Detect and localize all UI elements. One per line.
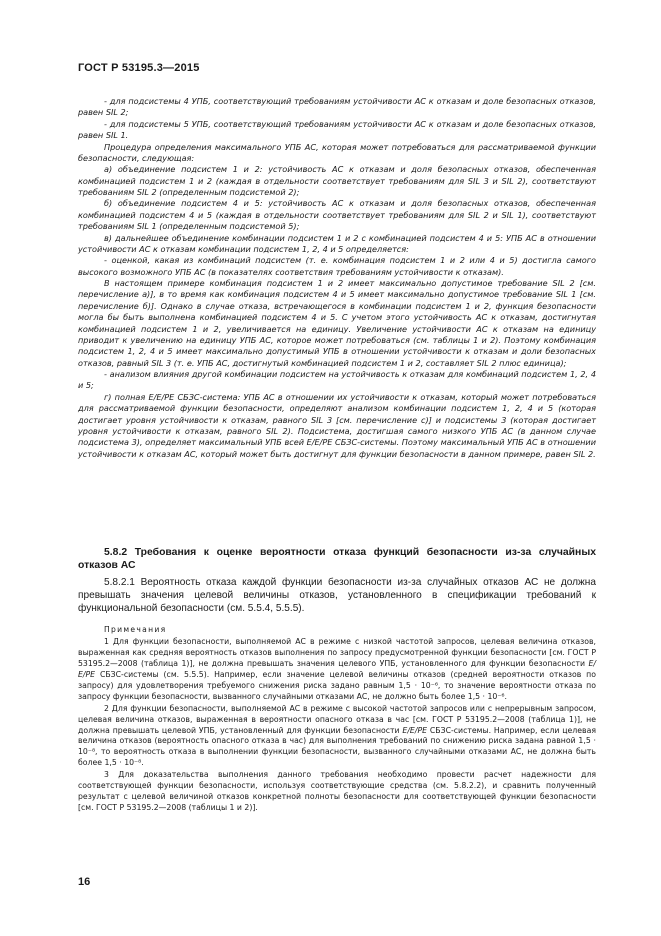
notes-title: Примечания xyxy=(104,625,167,634)
paragraph-procedure-intro: Процедура определения максимального УПБ АС, которая может потребоваться для рассматриваемой функции безопасности, следующая: xyxy=(78,141,596,163)
note-2-text-a: 2 Для функции безопасности, выполняемой АС в режиме с высокой частотой запросов или с непрерывным запросом, целевая величина отказов, выраженная в вероятности опасного отказа в час [см. ГОСТ Р 53195.2—2008 (таблица 1)], не должна превышать целевой УПБ, установленный для функции безопасности xyxy=(78,703,596,735)
note-3: 3 Для доказательства выполнения данного требования необходимо провести расчет надежности для соответствующей функции безопасности, используя соответствующие средства (см. 5.8.2.2), и сравнить полученный результат с целевой величиной отказов конкретной полноты безопасности для соответствующей функции безопасности [см. ГОСТ Р 53195.2—2008 (таблицы 1 и 2)]. xyxy=(78,770,596,813)
section-title: 5.8.2 Требования к оценке вероятности отказа функций безопасности из-за случайных отказов АС xyxy=(78,547,596,572)
paragraph-subsystem-4: - для подсистемы 4 УПБ, соответствующий требованиям устойчивости АС к отказам и доле безопасных отказов, равен SIL 2; xyxy=(78,96,596,118)
note-1 xyxy=(78,637,596,703)
section-5-8-2 xyxy=(78,546,596,615)
note-1-emphasis: Е/Е/PE xyxy=(78,658,596,679)
note-1-text-b: СБЗС-системы (см. 5.5.5). Например, если значение целевой величины отказов (средней вероятности отказов по запросу) для удовлетворения требуемого снижения риска задано равным 1,5 · 10⁻⁶, то значение вероятности отказа по запросу функции безопасности, вызванного случайными отказами АС, не должно быть более 1,5 · 10⁻⁶. xyxy=(78,669,596,701)
note-2 xyxy=(78,704,596,770)
document-header: ГОСТ Р 53195.3—2015 xyxy=(78,62,200,74)
paragraph-example-explanation: В настоящем примере комбинация подсистем 1 и 2 имеет максимально допустимое требование SIL 2 [см. перечисление а)], в то время как комбинация подсистем 4 и 5 имеет максимально допустимое требование SIL 1 [см. перечисление б)]. Однако в случае отказа, встречающегося в комбинации подсистем 1 и 2, функция безопасности могла бы быть выполнена комбинацией подсистем 4 и 5. С учетом этого устойчивость АС к отказам, достигнутая комбинацией подсистем 1 и 2, увеличивается на единицу. Увеличение устойчивости АС к отказам на единицу приводит к увеличению на единицу УПБ АС, которое может потребоваться (см. таблицы 1 и 2). Поэтому комбинация подсистем 1, 2, 4 и 5 имеет максимально допустимый УПБ в отношении устойчивости к отказам и доли безопасных отказов, равный SIL 3 (т. е. УПБ АС, достигнутый комбинацией подсистем 1 и 2, составляет SIL 2 плюс единица); xyxy=(78,278,596,368)
italic-example-block xyxy=(78,96,596,460)
note-2-emphasis: Е/Е/PE xyxy=(402,725,428,735)
section-body: 5.8.2.1 Вероятность отказа каждой функции безопасности из-за случайных отказов АС не должна превышать значения целевой величины отказов, установленного в спецификации требований к функциональной безопасности (см. 5.5.4, 5.5.5). xyxy=(78,576,596,614)
paragraph-item-b: б) объединение подсистем 4 и 5: устойчивость АС к отказам и доля безопасных отказов, обеспеченная комбинацией подсистем 4 и 5 (каждая в отдельности соответствует требованиям для SIL 2 и SIL 1), соответствуют требованиям SIL 1 (определенным подсистемой 5); xyxy=(78,198,596,232)
paragraph-item-c: в) дальнейшее объединение комбинации подсистем 1 и 2 с комбинацией подсистем 4 и 5: УПБ АС в отношении устойчивости АС к отказам комбинации подсистем 1, 2, 4 и 5 определяется: xyxy=(78,232,596,254)
paragraph-item-a: а) объединение подсистем 1 и 2: устойчивость АС к отказам и доля безопасных отказов, обеспеченная комбинацией подсистем 1 и 2 (каждая в отдельности соответствует требованиям для SIL 3 и SIL 2), соответствуют требованиям SIL 2 (определенным подсистемой 2); xyxy=(78,164,596,197)
paragraph-evaluation: - оценкой, какая из комбинаций подсистем (т. е. комбинация подсистем 1 и 2 или 4 и 5) достигла самого высокого возможного УПБ АС (в показателях соответствия требованиям устойчивости к отказам). xyxy=(78,255,596,277)
note-2-text-b: СБЗС-системы. Например, если целевая величина отказов (вероятность опасного отказа в час) для выполнения требований по снижению риска задана равной 1,5 · 10⁻⁸, то вероятность отказа в выполнении функции безопасности, вызванного случайными отказами АС, не должна быть более 1,5 · 10⁻⁸. xyxy=(78,725,596,768)
paragraph-item-d: г) полная Е/Е/PE СБЗС-система: УПБ АС в отношении их устойчивости к отказам, который может потребоваться для рассматриваемой функции безопасности, определяют анализом комбинации подсистем 1, 2, 4 и 5 (которая достигает уровня устойчивости к отказам, равного SIL 3 [см. перечисление с)] и подсистемы 3 (которая достигает уровня устойчивости к отказам, равного SIL 2). Подсистема, достигшая самого низкого УПБ АС (в данном случае подсистема 3), определяет максимальный УПБ всей Е/Е/PE СБЗС-системы. Поэтому максимальный УПБ АС в отношении устойчивости к отказам АС, который может быть достигнут для функции безопасности в данном примере, равен SIL 2. xyxy=(78,391,596,459)
page-number: 16 xyxy=(78,876,91,888)
notes-block xyxy=(78,625,596,814)
note-1-text-a: 1 Для функции безопасности, выполняемой АС в режиме с низкой частотой запросов, целевая величина отказов, выраженная как средняя вероятность отказов выполнения по запросу предусмотренной функции безопасности [см. ГОСТ Р 53195.2—2008 (таблица 1)], не должна превышать значения целевого УПБ, установленного для функции безопасности xyxy=(78,636,596,668)
paragraph-subsystem-5: - для подсистемы 5 УПБ, соответствующий требованиям устойчивости АС к отказам и доле безопасных отказов, равен SIL 1. xyxy=(78,118,596,141)
paragraph-analysis: - анализом влияния другой комбинации подсистем на устойчивость к отказам для комбинаций подсистем 1, 2, 4 и 5; xyxy=(78,369,596,391)
